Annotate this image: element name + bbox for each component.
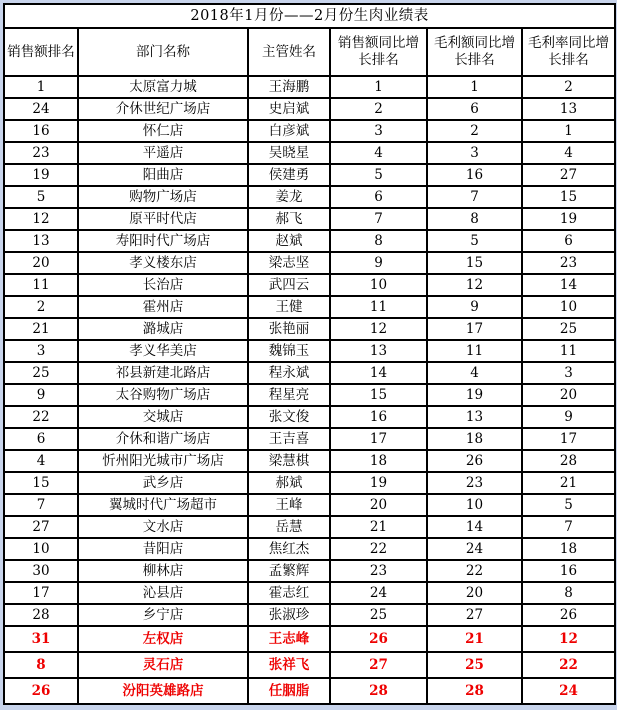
cell-sales-growth-rank[interactable]: 1 bbox=[330, 76, 427, 98]
cell-sales-growth-rank[interactable]: 6 bbox=[330, 186, 427, 208]
cell-margin-growth-rank[interactable]: 28 bbox=[522, 450, 615, 472]
cell-manager-name[interactable]: 梁志坚 bbox=[248, 252, 330, 274]
table-row bbox=[4, 186, 615, 208]
table-row bbox=[4, 384, 615, 406]
table-row bbox=[4, 208, 615, 230]
cell-sales-growth-rank[interactable]: 12 bbox=[330, 318, 427, 340]
cell-department-name[interactable]: 阳曲店 bbox=[78, 164, 248, 186]
cell-sales-growth-rank[interactable]: 2 bbox=[330, 98, 427, 120]
cell-sales-growth-rank[interactable]: 3 bbox=[330, 120, 427, 142]
cell-sales-rank[interactable]: 10 bbox=[4, 538, 78, 560]
cell-sales-rank[interactable]: 27 bbox=[4, 516, 78, 538]
cell-sales-growth-rank[interactable]: 21 bbox=[330, 516, 427, 538]
cell-sales-rank[interactable]: 15 bbox=[4, 472, 78, 494]
cell-profit-growth-rank[interactable]: 1 bbox=[427, 76, 522, 98]
cell-margin-growth-rank[interactable]: 2 bbox=[522, 76, 615, 98]
cell-sales-rank[interactable]: 8 bbox=[4, 652, 78, 678]
cell-profit-growth-rank[interactable]: 14 bbox=[427, 516, 522, 538]
table-row bbox=[4, 164, 615, 186]
cell-manager-name[interactable]: 梁慧棋 bbox=[248, 450, 330, 472]
table-row bbox=[4, 252, 615, 274]
cell-department-name[interactable]: 柳林店 bbox=[78, 560, 248, 582]
cell-manager-name[interactable]: 姜龙 bbox=[248, 186, 330, 208]
cell-sales-growth-rank[interactable]: 18 bbox=[330, 450, 427, 472]
cell-sales-rank[interactable]: 5 bbox=[4, 186, 78, 208]
cell-manager-name[interactable]: 王志峰 bbox=[248, 626, 330, 652]
cell-profit-growth-rank[interactable]: 18 bbox=[427, 428, 522, 450]
cell-department-name[interactable]: 左权店 bbox=[78, 626, 248, 652]
table-row bbox=[4, 516, 615, 538]
cell-sales-growth-rank[interactable]: 7 bbox=[330, 208, 427, 230]
cell-margin-growth-rank[interactable]: 12 bbox=[522, 626, 615, 652]
cell-department-name[interactable]: 乡宁店 bbox=[78, 604, 248, 626]
cell-manager-name[interactable]: 郝飞 bbox=[248, 208, 330, 230]
cell-manager-name[interactable]: 焦红杰 bbox=[248, 538, 330, 560]
cell-manager-name[interactable]: 王峰 bbox=[248, 494, 330, 516]
cell-profit-growth-rank[interactable]: 20 bbox=[427, 582, 522, 604]
cell-profit-growth-rank[interactable]: 22 bbox=[427, 560, 522, 582]
cell-sales-rank[interactable]: 13 bbox=[4, 230, 78, 252]
cell-sales-rank[interactable]: 12 bbox=[4, 208, 78, 230]
cell-margin-growth-rank[interactable]: 15 bbox=[522, 186, 615, 208]
cell-margin-growth-rank[interactable]: 14 bbox=[522, 274, 615, 296]
cell-sales-growth-rank[interactable]: 15 bbox=[330, 384, 427, 406]
cell-profit-growth-rank[interactable]: 23 bbox=[427, 472, 522, 494]
cell-department-name[interactable]: 购物广场店 bbox=[78, 186, 248, 208]
cell-manager-name[interactable]: 王海鹏 bbox=[248, 76, 330, 98]
table-row bbox=[4, 428, 615, 450]
cell-margin-growth-rank[interactable]: 26 bbox=[522, 604, 615, 626]
cell-margin-growth-rank[interactable]: 5 bbox=[522, 494, 615, 516]
table-header-row bbox=[4, 28, 615, 76]
table-row bbox=[4, 142, 615, 164]
cell-department-name[interactable]: 孝义华美店 bbox=[78, 340, 248, 362]
cell-manager-name[interactable]: 王吉喜 bbox=[248, 428, 330, 450]
cell-margin-growth-rank[interactable]: 9 bbox=[522, 406, 615, 428]
cell-sales-rank[interactable]: 22 bbox=[4, 406, 78, 428]
cell-profit-growth-rank[interactable]: 2 bbox=[427, 120, 522, 142]
cell-department-name[interactable]: 昔阳店 bbox=[78, 538, 248, 560]
table-row bbox=[4, 678, 615, 704]
table-row bbox=[4, 406, 615, 428]
cell-sales-rank[interactable]: 9 bbox=[4, 384, 78, 406]
cell-sales-rank[interactable]: 1 bbox=[4, 76, 78, 98]
cell-profit-growth-rank[interactable]: 16 bbox=[427, 164, 522, 186]
cell-sales-rank[interactable]: 19 bbox=[4, 164, 78, 186]
cell-margin-growth-rank[interactable]: 16 bbox=[522, 560, 615, 582]
table-row bbox=[4, 604, 615, 626]
cell-sales-rank[interactable]: 7 bbox=[4, 494, 78, 516]
table-row bbox=[4, 274, 615, 296]
cell-sales-rank[interactable]: 31 bbox=[4, 626, 78, 652]
header-department-name[interactable]: 部门名称 bbox=[78, 28, 248, 76]
table-row bbox=[4, 120, 615, 142]
table-body bbox=[4, 76, 615, 704]
cell-department-name[interactable]: 太原富力城 bbox=[78, 76, 248, 98]
table-row bbox=[4, 494, 615, 516]
cell-sales-rank[interactable]: 24 bbox=[4, 98, 78, 120]
cell-manager-name[interactable]: 张文俊 bbox=[248, 406, 330, 428]
cell-manager-name[interactable]: 赵斌 bbox=[248, 230, 330, 252]
cell-sales-rank[interactable]: 6 bbox=[4, 428, 78, 450]
cell-manager-name[interactable]: 霍志红 bbox=[248, 582, 330, 604]
cell-margin-growth-rank[interactable]: 3 bbox=[522, 362, 615, 384]
cell-sales-growth-rank[interactable]: 9 bbox=[330, 252, 427, 274]
cell-profit-growth-rank[interactable]: 24 bbox=[427, 538, 522, 560]
cell-margin-growth-rank[interactable]: 24 bbox=[522, 678, 615, 704]
cell-sales-growth-rank[interactable]: 20 bbox=[330, 494, 427, 516]
cell-margin-growth-rank[interactable]: 10 bbox=[522, 296, 615, 318]
cell-margin-growth-rank[interactable]: 13 bbox=[522, 98, 615, 120]
cell-manager-name[interactable]: 任胭脂 bbox=[248, 678, 330, 704]
cell-department-name[interactable]: 沁县店 bbox=[78, 582, 248, 604]
cell-sales-growth-rank[interactable]: 27 bbox=[330, 652, 427, 678]
cell-sales-rank[interactable]: 2 bbox=[4, 296, 78, 318]
cell-department-name[interactable]: 汾阳英雄路店 bbox=[78, 678, 248, 704]
cell-profit-growth-rank[interactable]: 10 bbox=[427, 494, 522, 516]
cell-profit-growth-rank[interactable]: 26 bbox=[427, 450, 522, 472]
table-row bbox=[4, 318, 615, 340]
cell-sales-rank[interactable]: 17 bbox=[4, 582, 78, 604]
cell-manager-name[interactable]: 张淑珍 bbox=[248, 604, 330, 626]
cell-margin-growth-rank[interactable]: 17 bbox=[522, 428, 615, 450]
cell-margin-growth-rank[interactable]: 22 bbox=[522, 652, 615, 678]
cell-manager-name[interactable]: 武四云 bbox=[248, 274, 330, 296]
cell-margin-growth-rank[interactable]: 19 bbox=[522, 208, 615, 230]
cell-manager-name[interactable]: 张祥飞 bbox=[248, 652, 330, 678]
cell-manager-name[interactable]: 史启斌 bbox=[248, 98, 330, 120]
cell-department-name[interactable]: 平遥店 bbox=[78, 142, 248, 164]
cell-profit-growth-rank[interactable]: 8 bbox=[427, 208, 522, 230]
cell-department-name[interactable]: 祁县新建北路店 bbox=[78, 362, 248, 384]
cell-manager-name[interactable]: 白彦斌 bbox=[248, 120, 330, 142]
table-row bbox=[4, 538, 615, 560]
cell-margin-growth-rank[interactable]: 27 bbox=[522, 164, 615, 186]
cell-department-name[interactable]: 交城店 bbox=[78, 406, 248, 428]
cell-profit-growth-rank[interactable]: 6 bbox=[427, 98, 522, 120]
cell-manager-name[interactable]: 岳慧 bbox=[248, 516, 330, 538]
cell-sales-growth-rank[interactable]: 13 bbox=[330, 340, 427, 362]
cell-sales-growth-rank[interactable]: 24 bbox=[330, 582, 427, 604]
cell-profit-growth-rank[interactable]: 11 bbox=[427, 340, 522, 362]
table-row bbox=[4, 362, 615, 384]
cell-department-name[interactable]: 潞城店 bbox=[78, 318, 248, 340]
table-row bbox=[4, 340, 615, 362]
cell-department-name[interactable]: 长治店 bbox=[78, 274, 248, 296]
cell-manager-name[interactable]: 孟繁辉 bbox=[248, 560, 330, 582]
cell-department-name[interactable]: 介休和谐广场店 bbox=[78, 428, 248, 450]
cell-sales-rank[interactable]: 30 bbox=[4, 560, 78, 582]
cell-manager-name[interactable]: 郝斌 bbox=[248, 472, 330, 494]
cell-profit-growth-rank[interactable]: 28 bbox=[427, 678, 522, 704]
cell-sales-rank[interactable]: 16 bbox=[4, 120, 78, 142]
table-row bbox=[4, 296, 615, 318]
header-manager-name[interactable]: 主管姓名 bbox=[248, 28, 330, 76]
cell-department-name[interactable]: 灵石店 bbox=[78, 652, 248, 678]
cell-margin-growth-rank[interactable]: 23 bbox=[522, 252, 615, 274]
cell-profit-growth-rank[interactable]: 19 bbox=[427, 384, 522, 406]
table-row bbox=[4, 450, 615, 472]
cell-manager-name[interactable]: 魏锦玉 bbox=[248, 340, 330, 362]
table-row bbox=[4, 76, 615, 98]
cell-sales-growth-rank[interactable]: 4 bbox=[330, 142, 427, 164]
cell-sales-growth-rank[interactable]: 14 bbox=[330, 362, 427, 384]
cell-manager-name[interactable]: 王健 bbox=[248, 296, 330, 318]
cell-margin-growth-rank[interactable]: 25 bbox=[522, 318, 615, 340]
cell-sales-rank[interactable]: 28 bbox=[4, 604, 78, 626]
cell-sales-growth-rank[interactable]: 5 bbox=[330, 164, 427, 186]
cell-margin-growth-rank[interactable]: 7 bbox=[522, 516, 615, 538]
cell-sales-growth-rank[interactable]: 11 bbox=[330, 296, 427, 318]
cell-department-name[interactable]: 寿阳时代广场店 bbox=[78, 230, 248, 252]
cell-margin-growth-rank[interactable]: 11 bbox=[522, 340, 615, 362]
cell-department-name[interactable]: 武乡店 bbox=[78, 472, 248, 494]
cell-department-name[interactable]: 孝义楼东店 bbox=[78, 252, 248, 274]
header-sales-rank[interactable]: 销售额排名 bbox=[4, 28, 78, 76]
table-row bbox=[4, 472, 615, 494]
cell-margin-growth-rank[interactable]: 4 bbox=[522, 142, 615, 164]
cell-profit-growth-rank[interactable]: 12 bbox=[427, 274, 522, 296]
table-row bbox=[4, 230, 615, 252]
cell-sales-growth-rank[interactable]: 8 bbox=[330, 230, 427, 252]
cell-margin-growth-rank[interactable]: 18 bbox=[522, 538, 615, 560]
cell-margin-growth-rank[interactable]: 1 bbox=[522, 120, 615, 142]
cell-profit-growth-rank[interactable]: 13 bbox=[427, 406, 522, 428]
cell-sales-rank[interactable]: 3 bbox=[4, 340, 78, 362]
table-row bbox=[4, 98, 615, 120]
cell-sales-growth-rank[interactable]: 10 bbox=[330, 274, 427, 296]
table-row bbox=[4, 626, 615, 652]
table-title-cell[interactable]: 2018年1月份——2月份生肉业绩表 bbox=[4, 4, 615, 28]
cell-manager-name[interactable]: 张艳丽 bbox=[248, 318, 330, 340]
performance-table bbox=[3, 3, 616, 705]
cell-sales-growth-rank[interactable]: 19 bbox=[330, 472, 427, 494]
cell-sales-rank[interactable]: 21 bbox=[4, 318, 78, 340]
header-margin-growth-rank[interactable]: 毛利率同比增长排名 bbox=[522, 28, 615, 76]
cell-sales-growth-rank[interactable]: 16 bbox=[330, 406, 427, 428]
cell-profit-growth-rank[interactable]: 25 bbox=[427, 652, 522, 678]
cell-margin-growth-rank[interactable]: 20 bbox=[522, 384, 615, 406]
cell-department-name[interactable]: 忻州阳光城市广场店 bbox=[78, 450, 248, 472]
cell-manager-name[interactable]: 侯建勇 bbox=[248, 164, 330, 186]
cell-department-name[interactable]: 文水店 bbox=[78, 516, 248, 538]
cell-department-name[interactable]: 翼城时代广场超市 bbox=[78, 494, 248, 516]
cell-sales-rank[interactable]: 26 bbox=[4, 678, 78, 704]
header-profit-growth-rank[interactable]: 毛利额同比增长排名 bbox=[427, 28, 522, 76]
cell-department-name[interactable]: 怀仁店 bbox=[78, 120, 248, 142]
cell-profit-growth-rank[interactable]: 5 bbox=[427, 230, 522, 252]
cell-profit-growth-rank[interactable]: 15 bbox=[427, 252, 522, 274]
cell-department-name[interactable]: 霍州店 bbox=[78, 296, 248, 318]
cell-sales-rank[interactable]: 23 bbox=[4, 142, 78, 164]
cell-sales-growth-rank[interactable]: 23 bbox=[330, 560, 427, 582]
cell-department-name[interactable]: 太谷购物广场店 bbox=[78, 384, 248, 406]
cell-sales-rank[interactable]: 25 bbox=[4, 362, 78, 384]
table-row bbox=[4, 582, 615, 604]
cell-profit-growth-rank[interactable]: 9 bbox=[427, 296, 522, 318]
cell-manager-name[interactable]: 程永斌 bbox=[248, 362, 330, 384]
cell-profit-growth-rank[interactable]: 27 bbox=[427, 604, 522, 626]
cell-profit-growth-rank[interactable]: 17 bbox=[427, 318, 522, 340]
cell-sales-growth-rank[interactable]: 26 bbox=[330, 626, 427, 652]
cell-margin-growth-rank[interactable]: 6 bbox=[522, 230, 615, 252]
cell-sales-rank[interactable]: 4 bbox=[4, 450, 78, 472]
cell-department-name[interactable]: 介休世纪广场店 bbox=[78, 98, 248, 120]
cell-sales-growth-rank[interactable]: 17 bbox=[330, 428, 427, 450]
cell-sales-rank[interactable]: 11 bbox=[4, 274, 78, 296]
cell-profit-growth-rank[interactable]: 4 bbox=[427, 362, 522, 384]
header-sales-growth-rank[interactable]: 销售额同比增长排名 bbox=[330, 28, 427, 76]
table-row bbox=[4, 652, 615, 678]
cell-sales-growth-rank[interactable]: 28 bbox=[330, 678, 427, 704]
cell-sales-growth-rank[interactable]: 22 bbox=[330, 538, 427, 560]
cell-margin-growth-rank[interactable]: 8 bbox=[522, 582, 615, 604]
cell-department-name[interactable]: 原平时代店 bbox=[78, 208, 248, 230]
cell-profit-growth-rank[interactable]: 21 bbox=[427, 626, 522, 652]
table-row bbox=[4, 560, 615, 582]
cell-margin-growth-rank[interactable]: 21 bbox=[522, 472, 615, 494]
table-title-row bbox=[4, 4, 615, 28]
spreadsheet-region bbox=[3, 3, 614, 705]
cell-sales-growth-rank[interactable]: 25 bbox=[330, 604, 427, 626]
cell-manager-name[interactable]: 吴晓星 bbox=[248, 142, 330, 164]
cell-sales-rank[interactable]: 20 bbox=[4, 252, 78, 274]
cell-manager-name[interactable]: 程星亮 bbox=[248, 384, 330, 406]
cell-profit-growth-rank[interactable]: 7 bbox=[427, 186, 522, 208]
cell-profit-growth-rank[interactable]: 3 bbox=[427, 142, 522, 164]
